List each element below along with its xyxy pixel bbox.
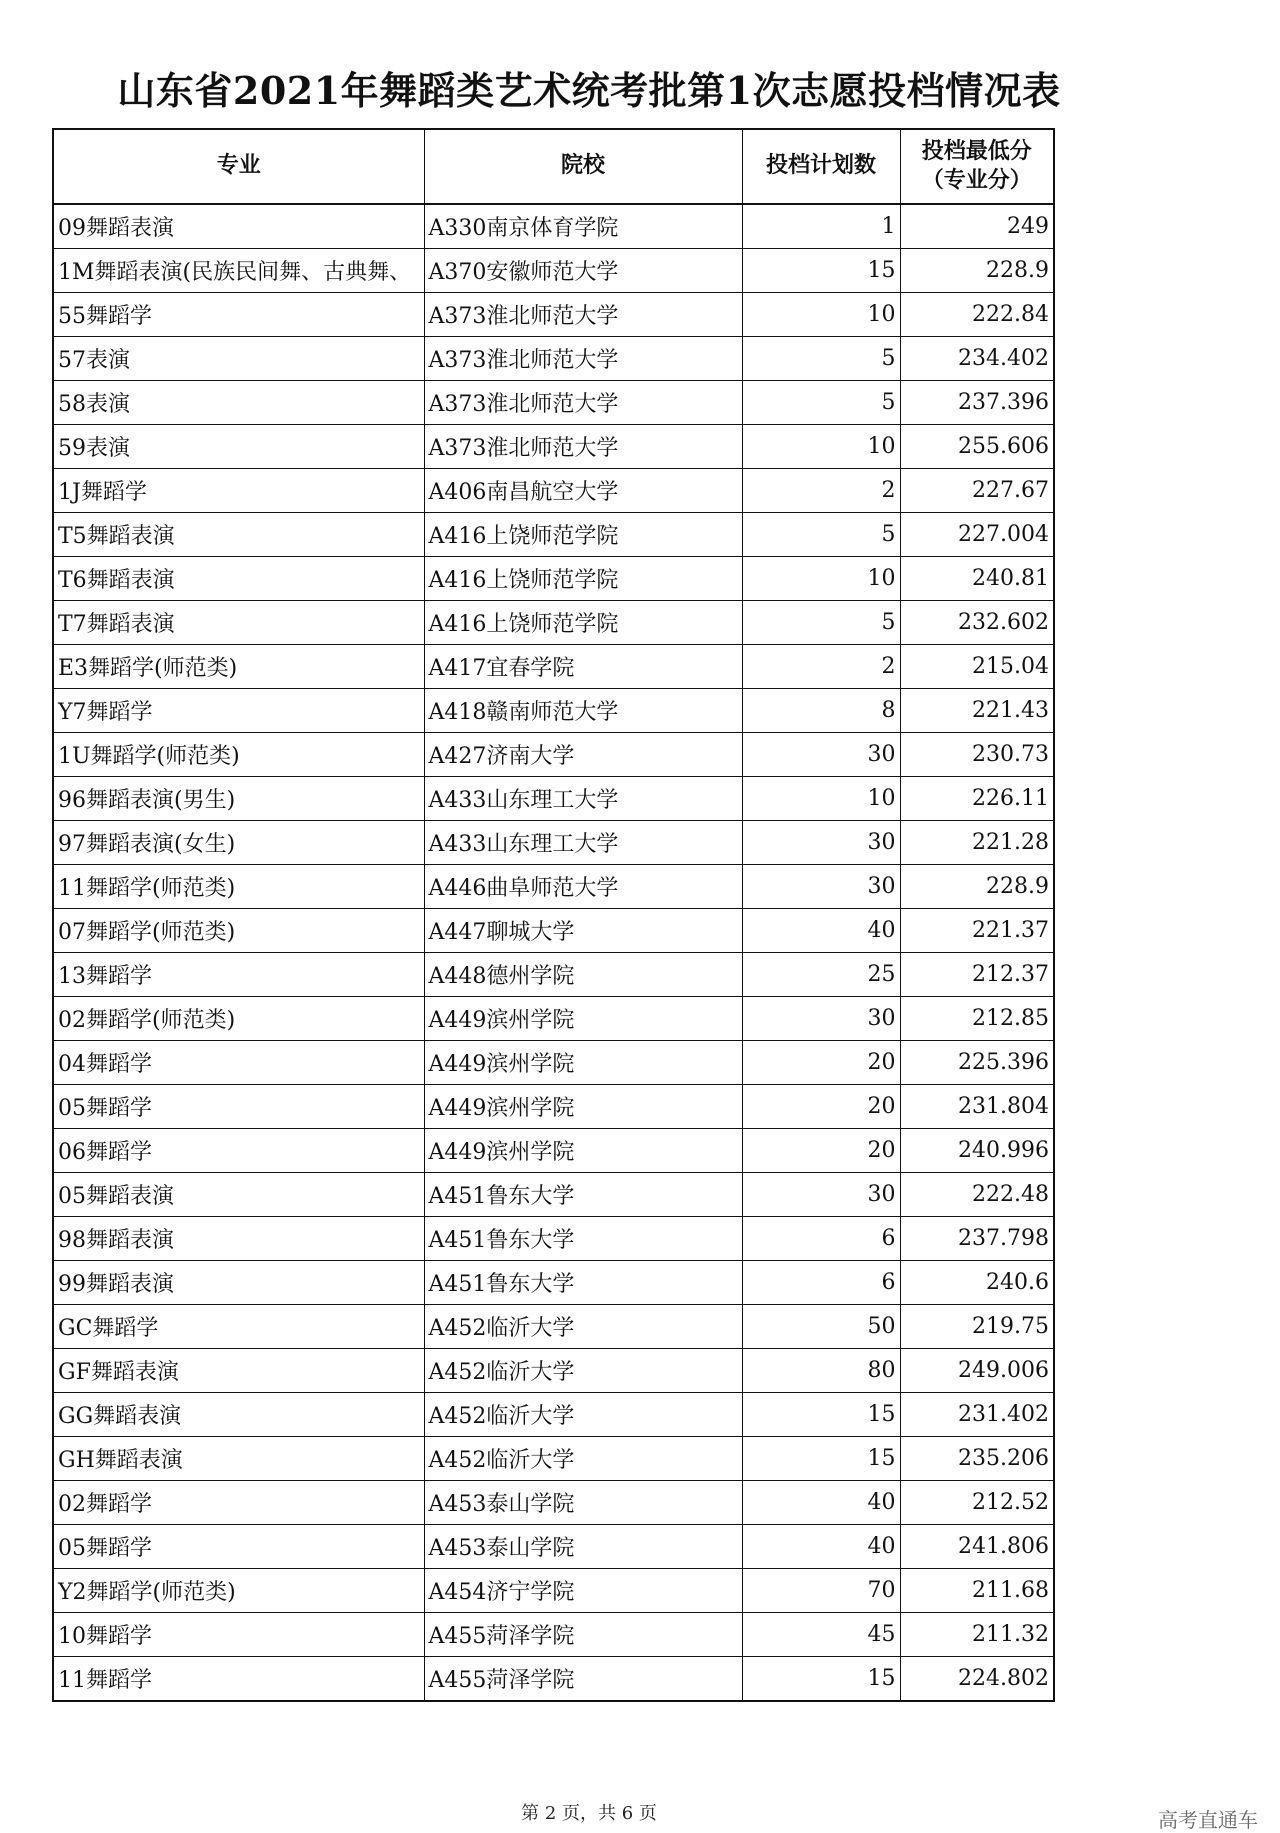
min-score-cell: 228.9: [900, 865, 1054, 909]
school-cell: A373淮北师范大学: [424, 337, 742, 381]
plan-cell: 2: [742, 469, 900, 513]
min-score-cell: 212.37: [900, 953, 1054, 997]
table-row: [53, 865, 1054, 909]
major-cell: E3舞蹈学(师范类): [53, 645, 424, 689]
school-cell: A449滨州学院: [424, 997, 742, 1041]
min-score-cell: 212.85: [900, 997, 1054, 1041]
plan-cell: 20: [742, 1041, 900, 1085]
school-cell: A427济南大学: [424, 733, 742, 777]
school-cell: A433山东理工大学: [424, 777, 742, 821]
major-cell: 05舞蹈学: [53, 1525, 424, 1569]
plan-cell: 45: [742, 1613, 900, 1657]
min-score-cell: 240.81: [900, 557, 1054, 601]
min-score-cell: 222.84: [900, 293, 1054, 337]
major-cell: 59表演: [53, 425, 424, 469]
school-cell: A449滨州学院: [424, 1085, 742, 1129]
plan-cell: 10: [742, 557, 900, 601]
school-cell: A416上饶师范学院: [424, 557, 742, 601]
major-cell: GF舞蹈表演: [53, 1349, 424, 1393]
major-cell: 02舞蹈学: [53, 1481, 424, 1525]
table-row: [53, 821, 1054, 865]
table-row: [53, 1129, 1054, 1173]
table-row: [53, 601, 1054, 645]
major-cell: 04舞蹈学: [53, 1041, 424, 1085]
table-row: [53, 1481, 1054, 1525]
table-row: [53, 1305, 1054, 1349]
table-row: [53, 469, 1054, 513]
school-cell: A452临沂大学: [424, 1437, 742, 1481]
watermark: 高考直通车: [1158, 1808, 1258, 1832]
major-cell: 58表演: [53, 381, 424, 425]
major-cell: 07舞蹈学(师范类): [53, 909, 424, 953]
school-cell: A416上饶师范学院: [424, 513, 742, 557]
header-school: 院校: [424, 129, 742, 204]
plan-cell: 1: [742, 204, 900, 249]
major-cell: 02舞蹈学(师范类): [53, 997, 424, 1041]
major-cell: 96舞蹈表演(男生): [53, 777, 424, 821]
table-row: [53, 1613, 1054, 1657]
plan-cell: 5: [742, 337, 900, 381]
major-cell: Y2舞蹈学(师范类): [53, 1569, 424, 1613]
table-row: [53, 645, 1054, 689]
major-cell: 1J舞蹈学: [53, 469, 424, 513]
table-row: [53, 425, 1054, 469]
school-cell: A406南昌航空大学: [424, 469, 742, 513]
plan-cell: 5: [742, 381, 900, 425]
school-cell: A449滨州学院: [424, 1041, 742, 1085]
table-row: [53, 249, 1054, 293]
school-cell: A452临沂大学: [424, 1349, 742, 1393]
table-row: [53, 1041, 1054, 1085]
min-score-cell: 211.68: [900, 1569, 1054, 1613]
table-row: [53, 997, 1054, 1041]
min-score-cell: 221.28: [900, 821, 1054, 865]
plan-cell: 2: [742, 645, 900, 689]
school-cell: A417宜春学院: [424, 645, 742, 689]
min-score-cell: 225.396: [900, 1041, 1054, 1085]
table-row: [53, 381, 1054, 425]
plan-cell: 30: [742, 1173, 900, 1217]
plan-cell: 40: [742, 909, 900, 953]
plan-cell: 6: [742, 1261, 900, 1305]
min-score-cell: 219.75: [900, 1305, 1054, 1349]
school-cell: A453泰山学院: [424, 1525, 742, 1569]
plan-cell: 50: [742, 1305, 900, 1349]
plan-cell: 30: [742, 997, 900, 1041]
min-score-cell: 237.396: [900, 381, 1054, 425]
plan-cell: 8: [742, 689, 900, 733]
min-score-cell: 222.48: [900, 1173, 1054, 1217]
plan-cell: 20: [742, 1085, 900, 1129]
min-score-cell: 235.206: [900, 1437, 1054, 1481]
major-cell: GG舞蹈表演: [53, 1393, 424, 1437]
table-row: [53, 1085, 1054, 1129]
table-row: [53, 557, 1054, 601]
major-cell: 05舞蹈表演: [53, 1173, 424, 1217]
school-cell: A454济宁学院: [424, 1569, 742, 1613]
header-plan: 投档计划数: [742, 129, 900, 204]
table-row: [53, 1569, 1054, 1613]
min-score-cell: 227.004: [900, 513, 1054, 557]
min-score-cell: 241.806: [900, 1525, 1054, 1569]
plan-cell: 40: [742, 1481, 900, 1525]
table-row: [53, 1525, 1054, 1569]
header-major: 专业: [53, 129, 424, 204]
major-cell: 11舞蹈学(师范类): [53, 865, 424, 909]
school-cell: A453泰山学院: [424, 1481, 742, 1525]
plan-cell: 70: [742, 1569, 900, 1613]
school-cell: A373淮北师范大学: [424, 293, 742, 337]
plan-cell: 15: [742, 1657, 900, 1702]
school-cell: A373淮北师范大学: [424, 381, 742, 425]
header-min-score: [900, 129, 1054, 204]
table-row: [53, 1217, 1054, 1261]
table-row: [53, 689, 1054, 733]
major-cell: GH舞蹈表演: [53, 1437, 424, 1481]
table-row: [53, 733, 1054, 777]
major-cell: Y7舞蹈学: [53, 689, 424, 733]
major-cell: T6舞蹈表演: [53, 557, 424, 601]
plan-cell: 5: [742, 601, 900, 645]
min-score-cell: 231.402: [900, 1393, 1054, 1437]
table-row: [53, 1657, 1054, 1702]
major-cell: 05舞蹈学: [53, 1085, 424, 1129]
plan-cell: 30: [742, 865, 900, 909]
major-cell: GC舞蹈学: [53, 1305, 424, 1349]
table-row: [53, 337, 1054, 381]
header-min-score-line1: 投档最低分: [921, 138, 1032, 164]
table-row: [53, 513, 1054, 557]
min-score-cell: 224.802: [900, 1657, 1054, 1702]
school-cell: A416上饶师范学院: [424, 601, 742, 645]
table-row: [53, 204, 1054, 249]
min-score-cell: 237.798: [900, 1217, 1054, 1261]
min-score-cell: 230.73: [900, 733, 1054, 777]
plan-cell: 10: [742, 777, 900, 821]
min-score-cell: 221.43: [900, 689, 1054, 733]
plan-cell: 40: [742, 1525, 900, 1569]
plan-cell: 20: [742, 1129, 900, 1173]
major-cell: 57表演: [53, 337, 424, 381]
major-cell: 13舞蹈学: [53, 953, 424, 997]
major-cell: T5舞蹈表演: [53, 513, 424, 557]
plan-cell: 6: [742, 1217, 900, 1261]
min-score-cell: 232.602: [900, 601, 1054, 645]
plan-cell: 25: [742, 953, 900, 997]
plan-cell: 5: [742, 513, 900, 557]
major-cell: 99舞蹈表演: [53, 1261, 424, 1305]
plan-cell: 10: [742, 293, 900, 337]
major-cell: 06舞蹈学: [53, 1129, 424, 1173]
table-row: [53, 1261, 1054, 1305]
table-row: [53, 777, 1054, 821]
major-cell: 97舞蹈表演(女生): [53, 821, 424, 865]
min-score-cell: 211.32: [900, 1613, 1054, 1657]
min-score-cell: 221.37: [900, 909, 1054, 953]
plan-cell: 30: [742, 821, 900, 865]
min-score-cell: 227.67: [900, 469, 1054, 513]
min-score-cell: 249.006: [900, 1349, 1054, 1393]
major-cell: 11舞蹈学: [53, 1657, 424, 1702]
min-score-cell: 240.996: [900, 1129, 1054, 1173]
school-cell: A455菏泽学院: [424, 1613, 742, 1657]
header-min-score-line2: （专业分）: [921, 167, 1032, 193]
major-cell: 09舞蹈表演: [53, 204, 424, 249]
school-cell: A452临沂大学: [424, 1305, 742, 1349]
major-cell: 1U舞蹈学(师范类): [53, 733, 424, 777]
table-row: [53, 1173, 1054, 1217]
min-score-cell: 255.606: [900, 425, 1054, 469]
major-cell: 55舞蹈学: [53, 293, 424, 337]
school-cell: A451鲁东大学: [424, 1173, 742, 1217]
school-cell: A451鲁东大学: [424, 1217, 742, 1261]
major-cell: T7舞蹈表演: [53, 601, 424, 645]
school-cell: A370安徽师范大学: [424, 249, 742, 293]
school-cell: A447聊城大学: [424, 909, 742, 953]
school-cell: A451鲁东大学: [424, 1261, 742, 1305]
min-score-cell: 228.9: [900, 249, 1054, 293]
page-title: 山东省2021年舞蹈类艺术统考批第1次志愿投档情况表: [117, 68, 1061, 113]
major-cell: 10舞蹈学: [53, 1613, 424, 1657]
table-row: [53, 293, 1054, 337]
min-score-cell: 234.402: [900, 337, 1054, 381]
school-cell: A373淮北师范大学: [424, 425, 742, 469]
min-score-cell: 212.52: [900, 1481, 1054, 1525]
plan-cell: 80: [742, 1349, 900, 1393]
school-cell: A330南京体育学院: [424, 204, 742, 249]
min-score-cell: 226.11: [900, 777, 1054, 821]
admission-table: [52, 128, 1055, 1702]
table-row: [53, 1349, 1054, 1393]
school-cell: A418赣南师范大学: [424, 689, 742, 733]
plan-cell: 15: [742, 1437, 900, 1481]
table-row: [53, 953, 1054, 997]
school-cell: A448德州学院: [424, 953, 742, 997]
table-body: [53, 204, 1054, 1701]
table-row: [53, 1437, 1054, 1481]
page-footer: 第 2 页，共 6 页: [521, 1803, 657, 1824]
plan-cell: 30: [742, 733, 900, 777]
table-row: [53, 1393, 1054, 1437]
school-cell: A446曲阜师范大学: [424, 865, 742, 909]
min-score-cell: 249: [900, 204, 1054, 249]
plan-cell: 15: [742, 1393, 900, 1437]
table-header-row: [53, 129, 1054, 204]
min-score-cell: 231.804: [900, 1085, 1054, 1129]
school-cell: A449滨州学院: [424, 1129, 742, 1173]
plan-cell: 15: [742, 249, 900, 293]
school-cell: A452临沂大学: [424, 1393, 742, 1437]
min-score-cell: 215.04: [900, 645, 1054, 689]
plan-cell: 10: [742, 425, 900, 469]
major-cell: 98舞蹈表演: [53, 1217, 424, 1261]
school-cell: A455菏泽学院: [424, 1657, 742, 1702]
min-score-cell: 240.6: [900, 1261, 1054, 1305]
table-row: [53, 909, 1054, 953]
school-cell: A433山东理工大学: [424, 821, 742, 865]
major-cell: 1M舞蹈表演(民族民间舞、古典舞、: [53, 249, 424, 293]
